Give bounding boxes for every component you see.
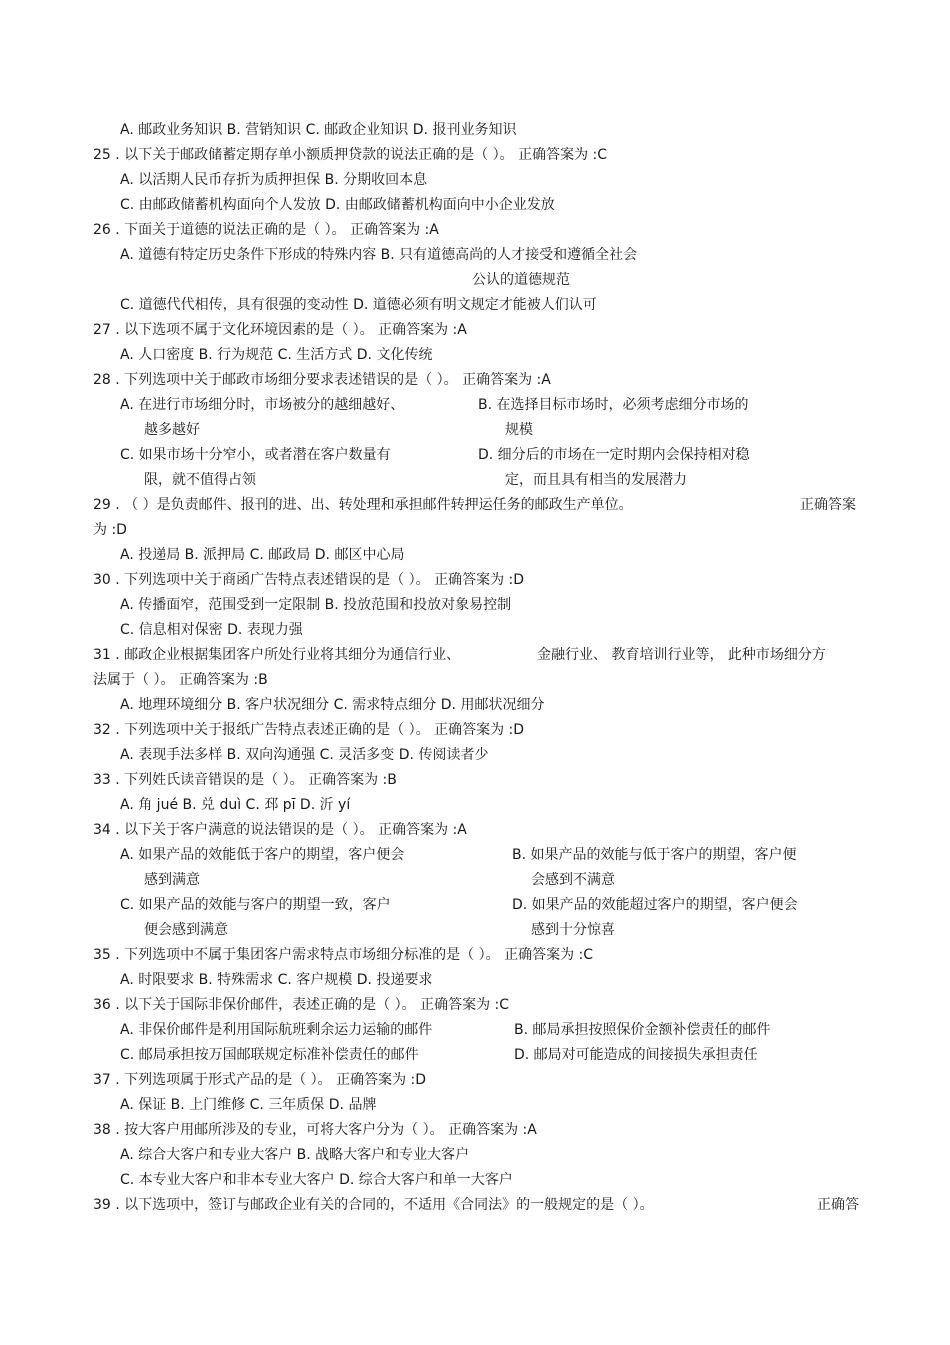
q34-option-c: C. 如果产品的效能与客户的期望一致，客户 [120,897,391,913]
q28-option-d-cont: 定，而且具有相当的发展潜力 [505,472,687,488]
q27-options: A. 人口密度 B. 行为规范 C. 生活方式 D. 文化传统 [120,347,433,363]
q30-options-cd: C. 信息相对保密 D. 表现力强 [120,622,303,638]
q28-option-c-cont: 限，就不值得占领 [144,472,256,488]
q34-question: 34 . 以下关于客户满意的说法错误的是（ ）。 正确答案为 :A [93,822,467,838]
q28-option-b-cont: 规模 [505,422,533,438]
q30-question: 30 . 下列选项中关于商函广告特点表述错误的是（ ）。 正确答案为 :D [93,572,525,588]
q38-options-ab: A. 综合大客户和专业大客户 B. 战略大客户和专业大客户 [120,1147,470,1163]
q27-question: 27 . 以下选项不属于文化环境因素的是（ ）。 正确答案为 :A [93,322,467,338]
q34-option-c-cont: 便会感到满意 [144,922,228,938]
q37-question: 37 . 下列选项属于形式产品的是（ ）。 正确答案为 :D [93,1072,427,1088]
q28-option-d: D. 细分后的市场在一定时期内会保持相对稳 [478,447,750,463]
q38-options-cd: C. 本专业大客户和非本专业大客户 D. 综合大客户和单一大客户 [120,1172,513,1188]
q28-option-b: B. 在选择目标市场时，必须考虑细分市场的 [478,397,749,413]
q34-option-d: D. 如果产品的效能超过客户的期望，客户便会 [512,897,798,913]
q29-answer-label: 正确答案 [800,497,856,513]
q30-options-ab: A. 传播面窄，范围受到一定限制 B. 投放范围和投放对象易控制 [120,597,512,613]
q34-option-a-cont: 感到满意 [144,872,200,888]
q39-question: 39 . 以下选项中，签订与邮政企业有关的合同的，不适用《合同法》的一般规定的是（ ）。 [93,1197,654,1213]
q35-question: 35 . 下列选项中不属于集团客户需求特点市场细分标准的是（ ）。 正确答案为 :C [93,947,594,963]
q39-answer-label: 正确答 [817,1197,859,1213]
q25-options-ab: A. 以活期人民币存折为质押担保 B. 分期收回本息 [120,172,428,188]
q34-option-b-cont: 会感到不满意 [531,872,615,888]
q25-options-cd: C. 由邮政储蓄机构面向个人发放 D. 由邮政储蓄机构面向中小企业发放 [120,197,555,213]
q36-option-d: D. 邮局对可能造成的间接损失承担责任 [514,1047,758,1063]
q28-option-a-cont: 越多越好 [144,422,200,438]
q36-option-c: C. 邮局承担按万国邮联规定标准补偿责任的邮件 [120,1047,419,1063]
q36-question: 36 . 以下关于国际非保价邮件，表述正确的是（ ）。 正确答案为 :C [93,997,510,1013]
q26-options-ab: A. 道德有特定历史条件下形成的特殊内容 B. 只有道德高尚的人才接受和遵循全社会 [120,247,638,263]
q31-options: A. 地理环境细分 B. 客户状况细分 C. 需求特点细分 D. 用邮状况细分 [120,697,545,713]
q29-answer: 为 :D [93,522,127,538]
q24-options: A. 邮政业务知识 B. 营销知识 C. 邮政企业知识 D. 报刊业务知识 [120,122,517,138]
q31-question-cont: 金融行业、 教育培训行业等， 此种市场细分方 [537,647,826,663]
q26-option-b-cont: 公认的道德规范 [472,272,570,288]
q34-option-a: A. 如果产品的效能低于客户的期望，客户便会 [120,847,405,863]
q35-options: A. 时限要求 B. 特殊需求 C. 客户规模 D. 投递要求 [120,972,433,988]
q32-question: 32 . 下列选项中关于报纸广告特点表述正确的是（ ）。 正确答案为 :D [93,722,525,738]
q29-options: A. 投递局 B. 派押局 C. 邮政局 D. 邮区中心局 [120,547,405,563]
q26-question: 26 . 下面关于道德的说法正确的是（ ）。 正确答案为 :A [93,222,439,238]
q36-option-a: A. 非保价邮件是利用国际航班剩余运力运输的邮件 [120,1022,433,1038]
q33-question: 33 . 下列姓氏读音错误的是（ ）。 正确答案为 :B [93,772,397,788]
q25-question: 25 . 以下关于邮政储蓄定期存单小额质押贷款的说法正确的是（ ）。 正确答案为 :C [93,147,608,163]
q28-option-a: A. 在进行市场细分时，市场被分的越细越好、 [120,397,405,413]
q37-options: A. 保证 B. 上门维修 C. 三年质保 D. 品牌 [120,1097,377,1113]
q31-question-line2: 法属于（ ）。 正确答案为 :B [93,672,268,688]
q34-option-b: B. 如果产品的效能与低于客户的期望，客户便 [512,847,797,863]
q29-question: 29 . （ ）是负责邮件、报刊的进、出、转处理和承担邮件转押运任务的邮政生产单位。 [93,497,633,513]
q33-options: A. 角 jué B. 兑 duì C. 邳 pī D. 沂 yí [120,797,351,813]
q38-question: 38 . 按大客户用邮所涉及的专业，可将大客户分为（ ）。 正确答案为 :A [93,1122,537,1138]
q26-options-cd: C. 道德代代相传，具有很强的变动性 D. 道德必须有明文规定才能被人们认可 [120,297,597,313]
q34-option-d-cont: 感到十分惊喜 [531,922,615,938]
q36-option-b: B. 邮局承担按照保价金额补偿责任的邮件 [514,1022,771,1038]
q28-option-c: C. 如果市场十分窄小，或者潜在客户数量有 [120,447,391,463]
q32-options: A. 表现手法多样 B. 双向沟通强 C. 灵活多变 D. 传阅读者少 [120,747,489,763]
q28-question: 28 . 下列选项中关于邮政市场细分要求表述错误的是（ ）。 正确答案为 :A [93,372,551,388]
q31-question: 31 . 邮政企业根据集团客户所处行业将其细分为通信行业、 [93,647,461,663]
